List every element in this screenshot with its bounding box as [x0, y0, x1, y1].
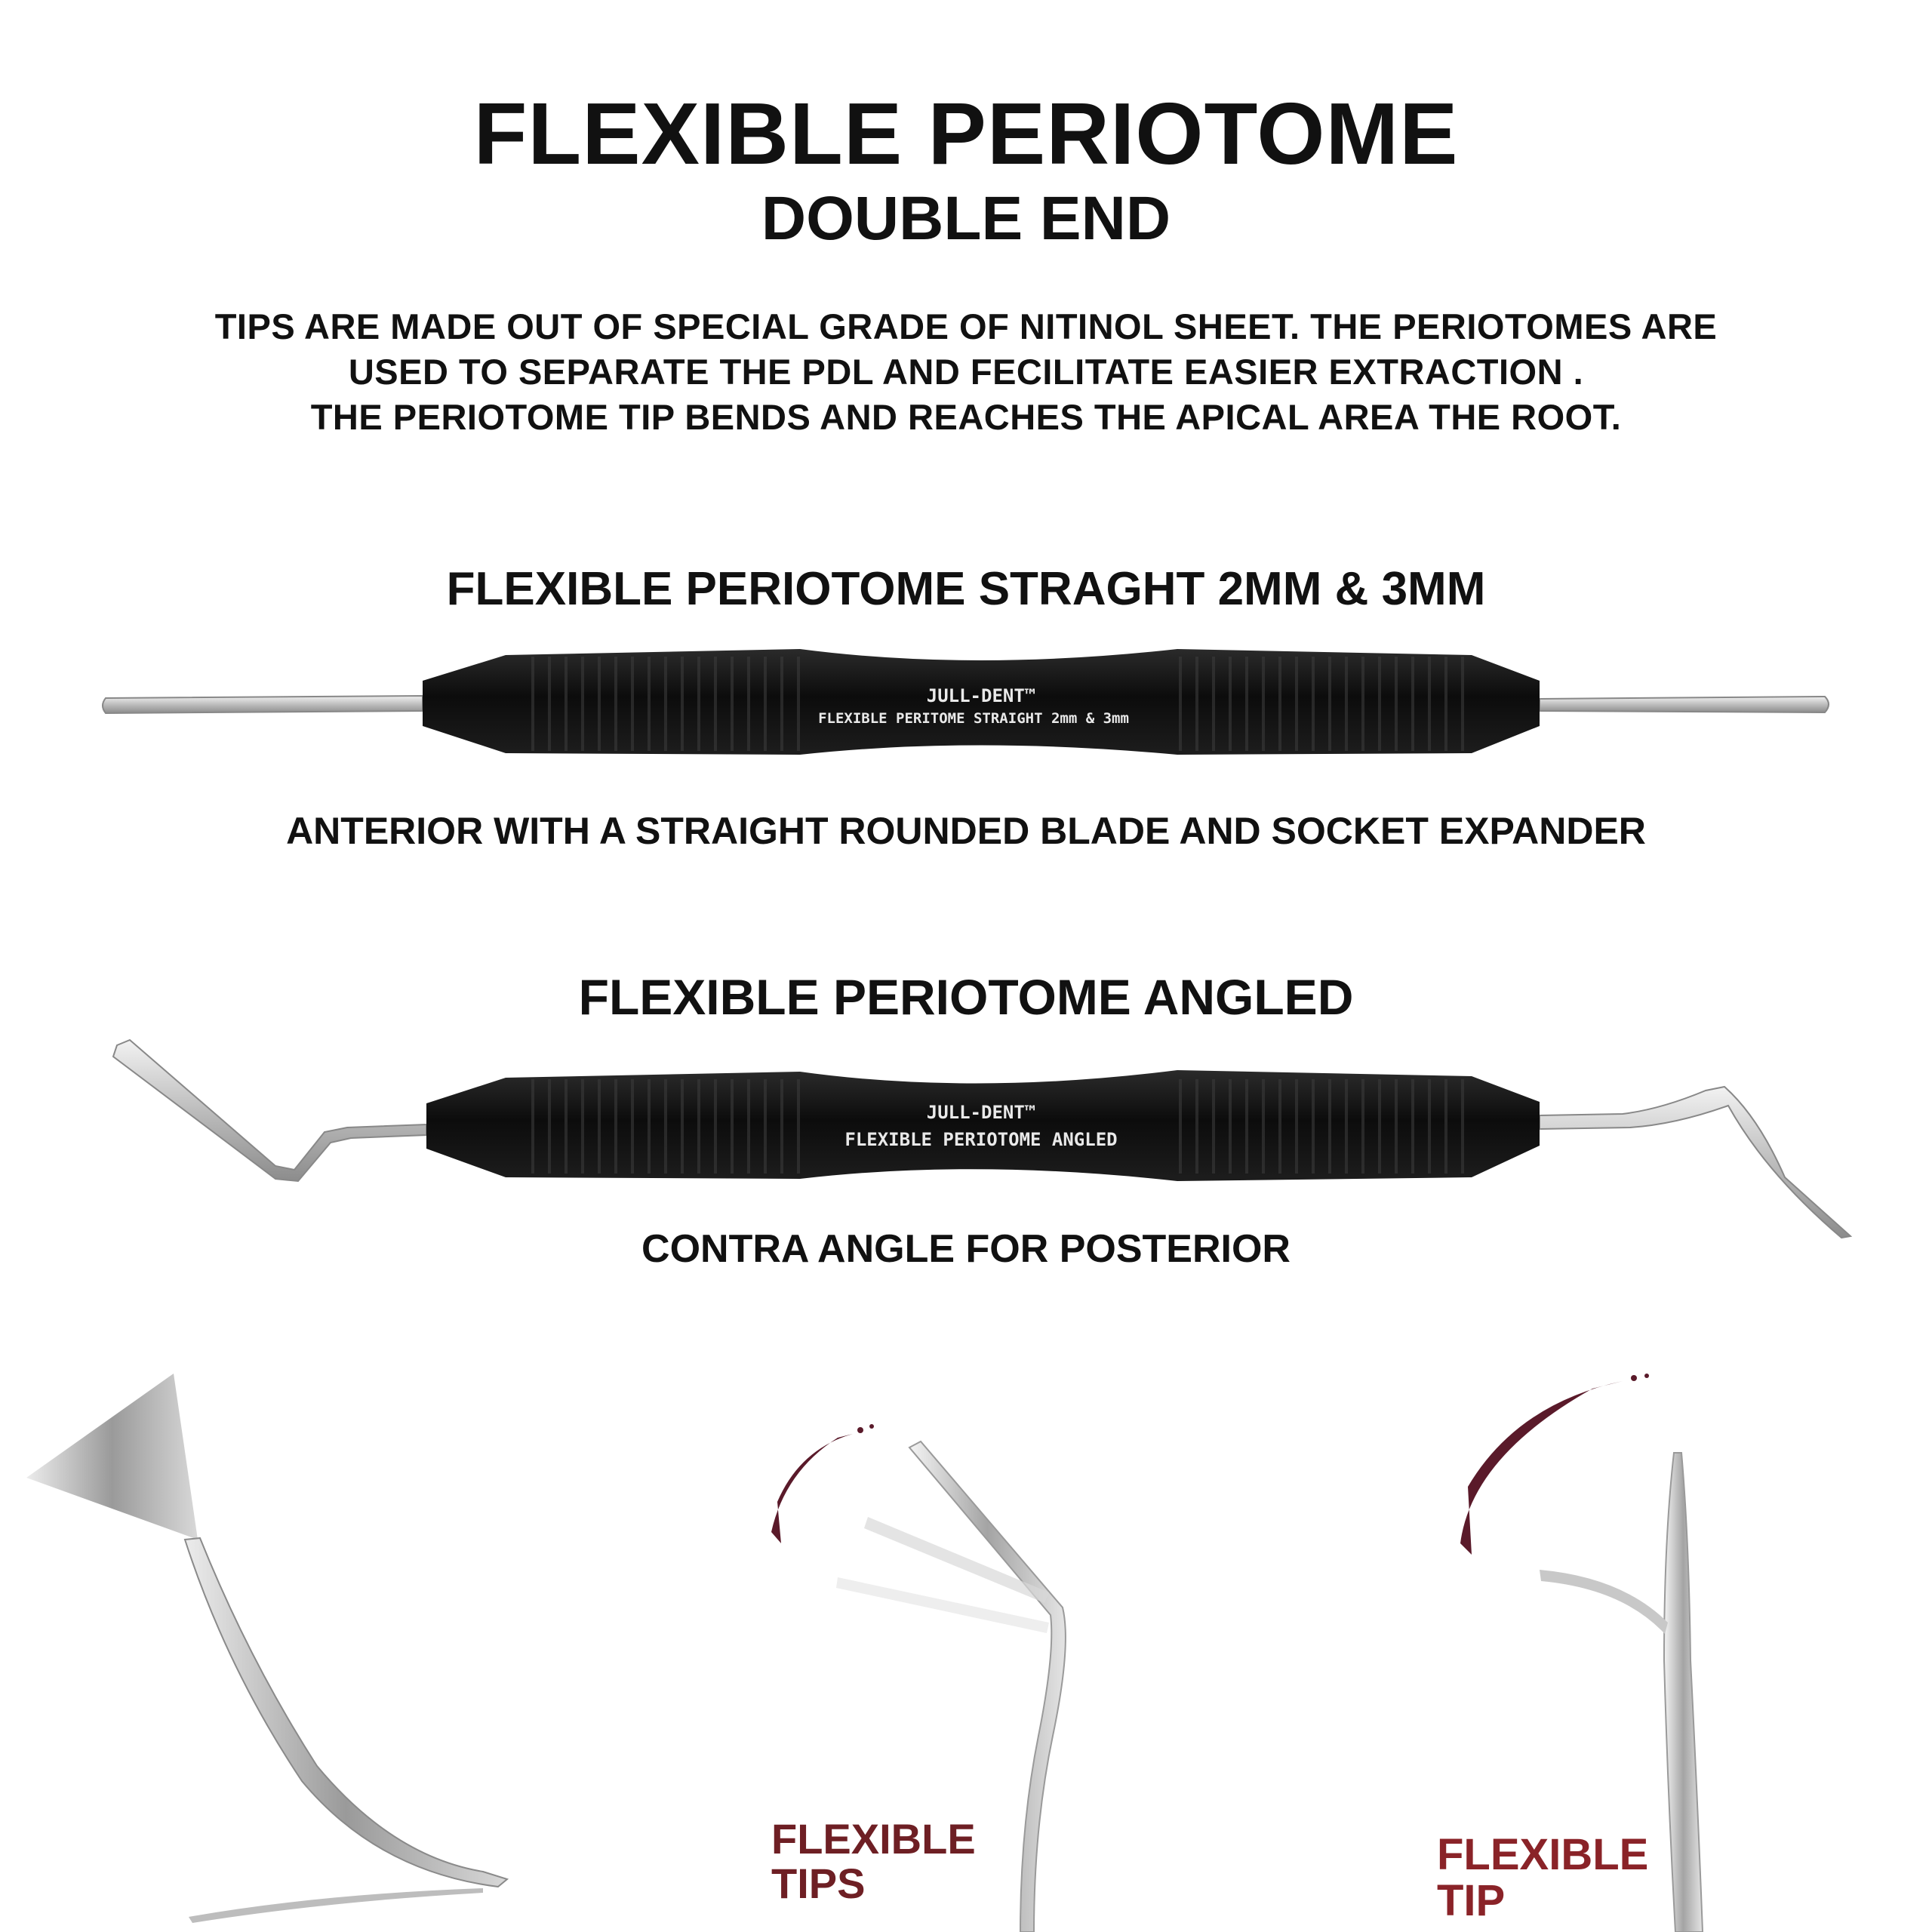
flexible-tip-label-line1: FLEXIBLE [1437, 1830, 1649, 1879]
page-title: FLEXIBLE PERIOTOME [473, 85, 1459, 183]
straight-product-title: FLEXIBLE PERIOTOME STRAGHT 2MM & 3MM [446, 563, 1486, 615]
angled-handle [426, 1070, 1540, 1181]
angled-product-caption: CONTRA ANGLE FOR POSTERIOR [641, 1227, 1291, 1271]
straight-product-caption: ANTERIOR WITH A STRAIGHT ROUNDED BLADE AND SOCKET EXPANDER [286, 810, 1646, 852]
flex-arrow-icon-2 [1460, 1381, 1623, 1555]
flexible-tips-label-line2: TIPS [771, 1859, 866, 1907]
angled-right-tip [1540, 1087, 1850, 1238]
angled-handle-brand: JULL-DENT™ [926, 1102, 1036, 1123]
flexible-tip-label [1437, 1832, 1648, 1924]
flexible-tip-label-line2: TIP [1437, 1875, 1506, 1925]
straight-left-tip [103, 696, 423, 713]
description-line-2: USED TO SEPARATE THE PDL AND FECILITATE EASIER EXTRACTION . [348, 352, 1584, 392]
description-line-1: TIPS ARE MADE OUT OF SPECIAL GRADE OF NITINOL SHEET. THE PERIOTOMES ARE [214, 306, 1718, 346]
angled-left-tip [113, 1040, 426, 1181]
detail-cone-tip [26, 1374, 507, 1923]
flex-arrow-icon [771, 1434, 853, 1543]
straight-right-tip [1540, 697, 1829, 712]
angled-handle-label: FLEXIBLE PERIOTOME ANGLED [844, 1129, 1118, 1150]
page-subtitle: DOUBLE END [761, 184, 1171, 253]
straight-handle-label: FLEXIBLE PERITOME STRAIGHT 2mm & 3mm [818, 710, 1129, 727]
straight-periotome-image [0, 641, 1932, 770]
flexible-tips-label-line1: FLEXIBLE [771, 1815, 976, 1863]
angled-product-title: FLEXIBLE PERIOTOME ANGLED [578, 969, 1354, 1025]
flexible-tips-label [771, 1817, 976, 1906]
description-line-3: THE PERIOTOME TIP BENDS AND REACHES THE APICAL AREA THE ROOT. [310, 397, 1622, 437]
straight-handle-brand: JULL-DENT™ [926, 685, 1036, 706]
straight-handle [423, 649, 1540, 755]
